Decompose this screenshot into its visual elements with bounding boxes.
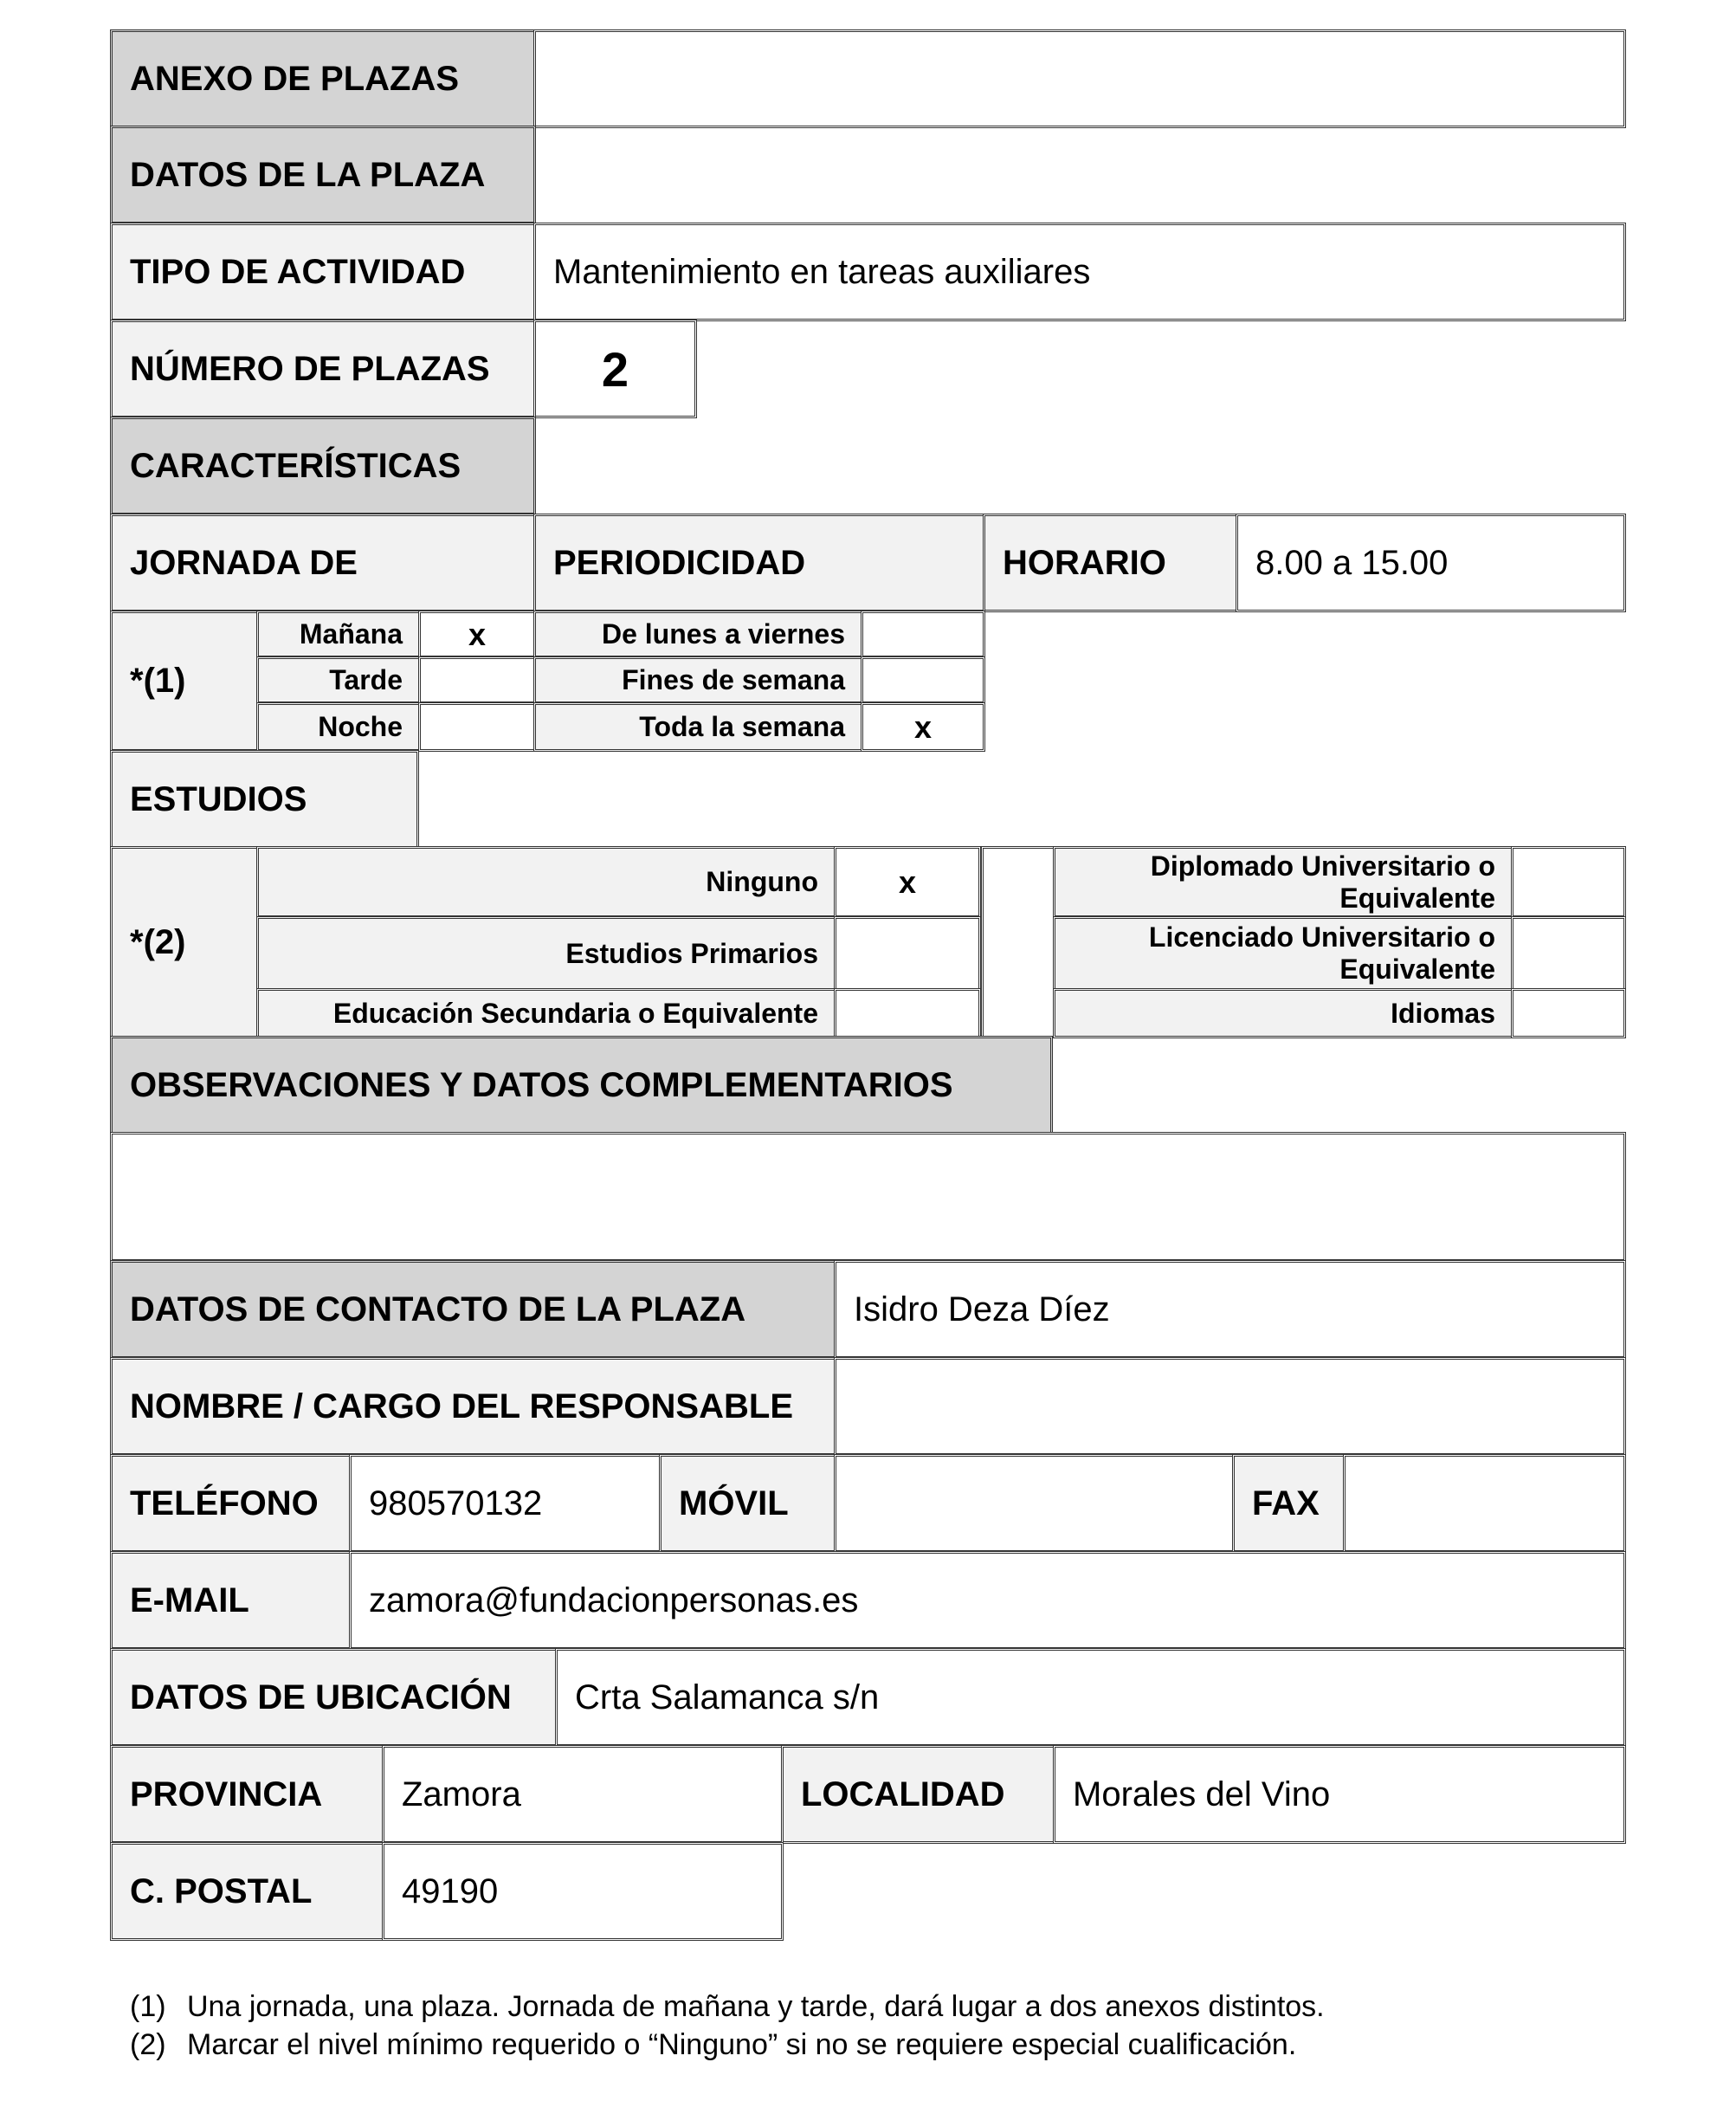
- estudios-primarios-label: Estudios Primarios: [256, 916, 836, 991]
- telefono-value[interactable]: 980570132: [349, 1454, 661, 1553]
- estudios-licenciado-label: [1053, 916, 1513, 991]
- estudios-idiomas-label: Idiomas: [1053, 988, 1513, 1038]
- observaciones-value[interactable]: [110, 1132, 1626, 1262]
- periodicidad-header: PERIODICIDAD: [533, 514, 985, 612]
- estudios-ninguno-checkbox[interactable]: x: [834, 846, 981, 918]
- estudios-diplomado-checkbox[interactable]: [1511, 846, 1626, 918]
- numero-plazas-label: NÚMERO DE PLAZAS: [110, 320, 536, 418]
- horario-value[interactable]: 8.00 a 15.00: [1236, 514, 1626, 612]
- responsable-label: NOMBRE / CARGO DEL RESPONSABLE: [110, 1357, 836, 1456]
- jornada-option-manana-label: Mañana: [256, 611, 421, 658]
- tipo-actividad-value[interactable]: Mantenimiento en tareas auxiliares: [533, 223, 1626, 321]
- estudios-label: ESTUDIOS: [110, 750, 419, 849]
- provincia-value[interactable]: Zamora: [382, 1745, 784, 1844]
- fax-value[interactable]: [1343, 1454, 1626, 1553]
- responsable-value[interactable]: [834, 1357, 1626, 1456]
- estudios-primarios-checkbox[interactable]: [834, 916, 981, 991]
- jornada-ref: *(1): [110, 611, 259, 752]
- periodicidad-option-lunes-viernes-checkbox[interactable]: [861, 611, 985, 658]
- jornada-header: JORNADA DE: [110, 514, 536, 612]
- ubicacion-label: DATOS DE UBICACIÓN: [110, 1648, 558, 1747]
- footnote-1-number: (1): [130, 1990, 166, 2023]
- periodicidad-option-lunes-viernes-label: De lunes a viernes: [533, 611, 863, 658]
- footnote-1-text: Una jornada, una plaza. Jornada de mañana y tarde, dará lugar a dos anexos distintos.: [187, 1990, 1325, 2023]
- estudios-secundaria-label: Educación Secundaria o Equivalente: [256, 988, 836, 1038]
- periodicidad-option-fines-semana-label: Fines de semana: [533, 656, 863, 704]
- tipo-actividad-label: TIPO DE ACTIVIDAD: [110, 223, 536, 321]
- email-value[interactable]: zamora@fundacionpersonas.es: [349, 1551, 1626, 1650]
- email-label: E-MAIL: [110, 1551, 352, 1650]
- horario-header: HORARIO: [983, 514, 1238, 612]
- estudios-licenciado-checkbox[interactable]: [1511, 916, 1626, 991]
- datos-plaza-label: DATOS DE LA PLAZA: [110, 126, 536, 224]
- fax-label: FAX: [1232, 1454, 1346, 1553]
- observaciones-label: OBSERVACIONES Y DATOS COMPLEMENTARIOS: [110, 1036, 1053, 1135]
- postal-label: C. POSTAL: [110, 1842, 384, 1941]
- estudios-secundaria-checkbox[interactable]: [834, 988, 981, 1038]
- estudios-ninguno-label: Ninguno: [256, 846, 836, 918]
- movil-label: MÓVIL: [659, 1454, 836, 1553]
- jornada-option-manana-checkbox[interactable]: x: [418, 611, 536, 658]
- estudios-spacer: [981, 846, 1055, 1038]
- provincia-label: PROVINCIA: [110, 1745, 384, 1844]
- estudios-diplomado-text: Diplomado Universitario o Equivalente: [1150, 850, 1495, 914]
- numero-plazas-value[interactable]: 2: [533, 320, 697, 418]
- postal-value[interactable]: 49190: [382, 1842, 784, 1941]
- anexo-value[interactable]: [533, 29, 1626, 128]
- periodicidad-option-toda-semana-label: Toda la semana: [533, 702, 863, 752]
- footnote-2-text: Marcar el nivel mínimo requerido o “Ninguno” si no se requiere especial cualificación.: [187, 2028, 1297, 2061]
- estudios-ref: *(2): [110, 846, 259, 1038]
- caracteristicas-label: CARACTERÍSTICAS: [110, 417, 536, 515]
- periodicidad-option-toda-semana-checkbox[interactable]: x: [861, 702, 985, 752]
- estudios-diplomado-label: [1053, 846, 1513, 918]
- jornada-option-tarde-label: Tarde: [256, 656, 421, 704]
- estudios-licenciado-text: Licenciado Universitario o Equivalente: [1148, 921, 1495, 985]
- jornada-option-noche-checkbox[interactable]: [418, 702, 536, 752]
- footnote-1: [130, 1990, 1325, 2024]
- localidad-label: LOCALIDAD: [781, 1745, 1055, 1844]
- contacto-value[interactable]: Isidro Deza Díez: [834, 1260, 1626, 1359]
- footnote-2-number: (2): [130, 2028, 166, 2061]
- ubicacion-value[interactable]: Crta Salamanca s/n: [555, 1648, 1626, 1747]
- anexo-label: ANEXO DE PLAZAS: [110, 29, 536, 128]
- movil-value[interactable]: [834, 1454, 1235, 1553]
- telefono-label: TELÉFONO: [110, 1454, 352, 1553]
- estudios-idiomas-checkbox[interactable]: [1511, 988, 1626, 1038]
- periodicidad-option-fines-semana-checkbox[interactable]: [861, 656, 985, 704]
- footnote-2: [130, 2028, 1296, 2062]
- jornada-option-tarde-checkbox[interactable]: [418, 656, 536, 704]
- contacto-label: DATOS DE CONTACTO DE LA PLAZA: [110, 1260, 836, 1359]
- jornada-option-noche-label: Noche: [256, 702, 421, 752]
- localidad-value[interactable]: Morales del Vino: [1053, 1745, 1626, 1844]
